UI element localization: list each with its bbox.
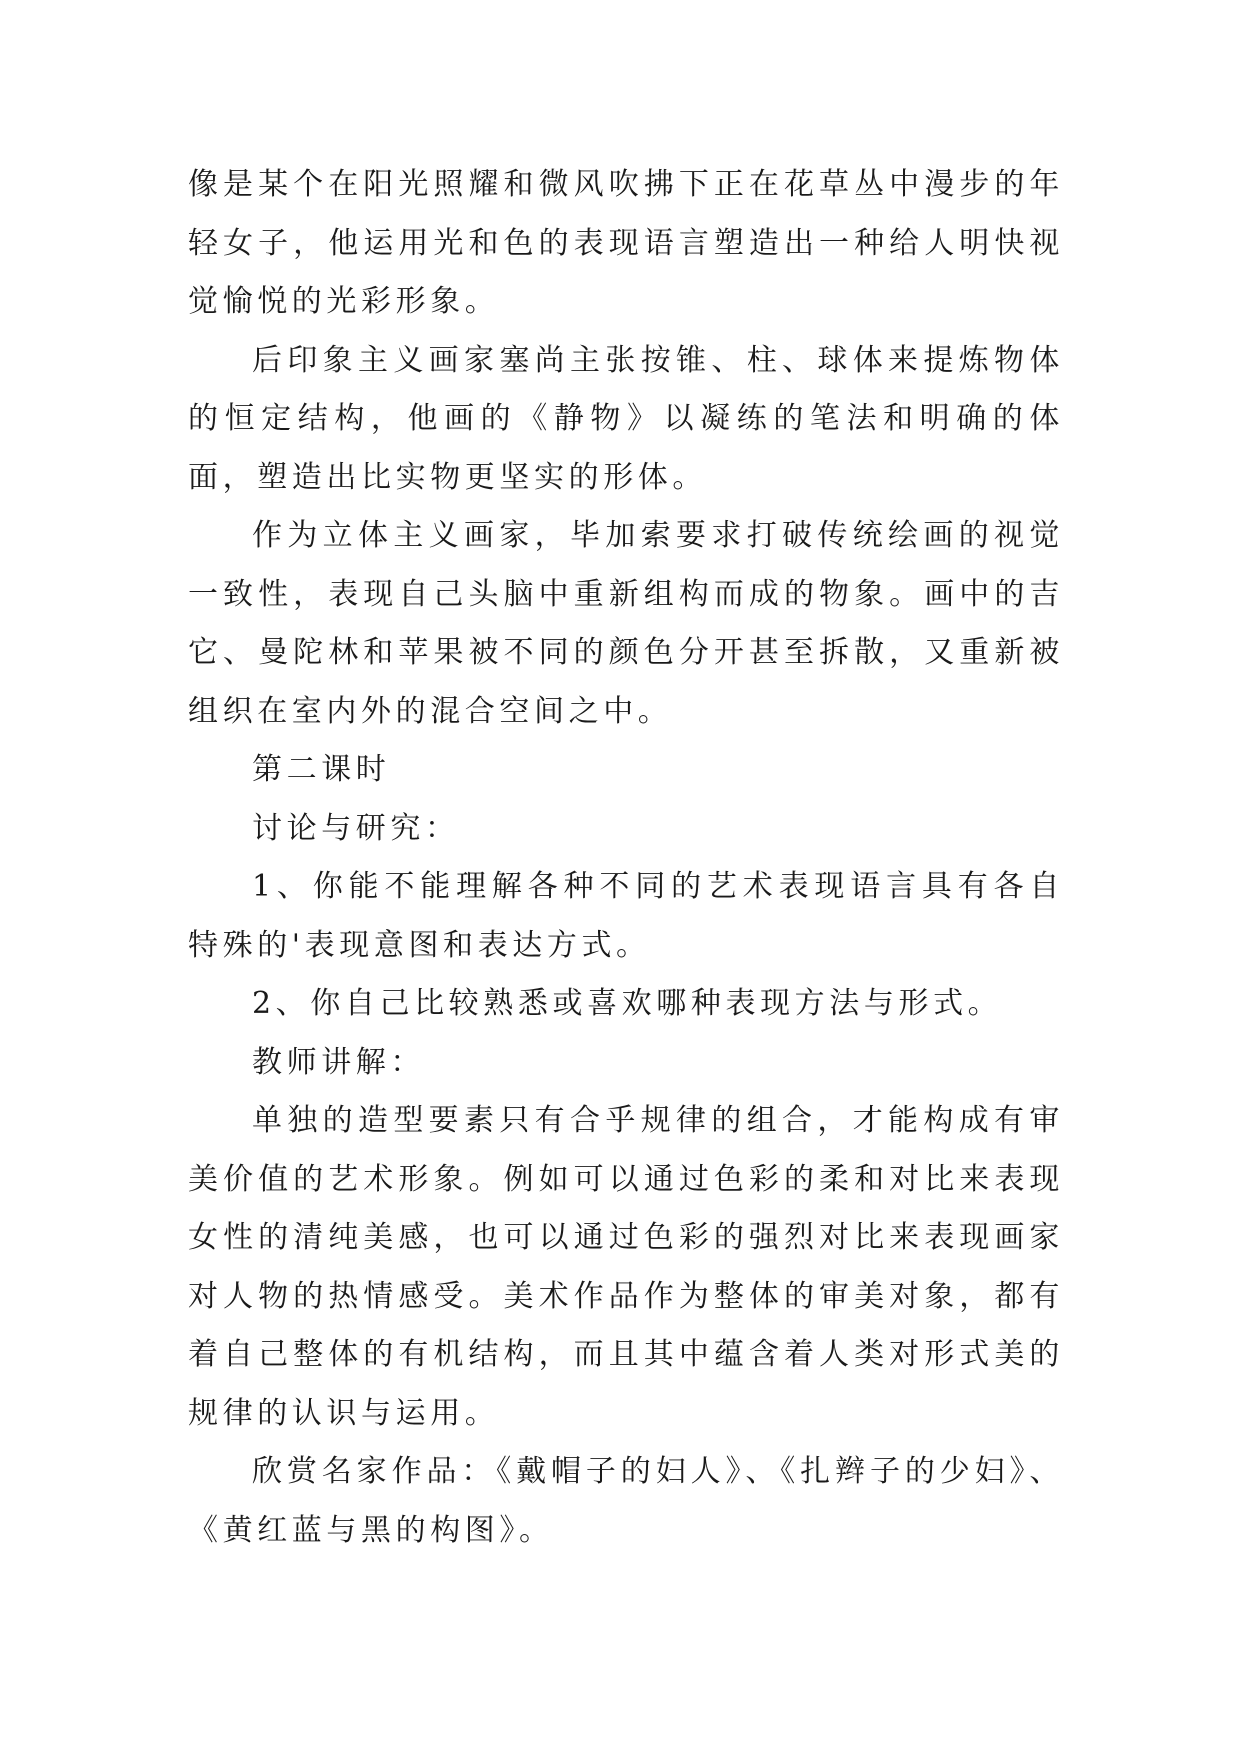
- section-heading-discussion: 讨论与研究：: [252, 810, 460, 846]
- paragraph-intro-continuation: 像是某个在阳光照耀和微风吹拂下正在花草丛中漫步的年轻女子，他运用光和色的表现语言塑造出一种给人明快视觉愉悦的光彩形象。: [188, 167, 1064, 319]
- document-body: [188, 156, 1064, 1560]
- paragraph-picasso: 作为立体主义画家，毕加索要求打破传统绘画的视觉一致性，表现自己头脑中重新组构而成的物象。画中的吉它、曼陀林和苹果被不同的颜色分开甚至拆散，又重新被组织在室内外的混合空间之中。: [188, 518, 1064, 729]
- discussion-question-2: 2、你自己比较熟悉或喜欢哪种表现方法与形式。: [252, 986, 1003, 1021]
- section-heading-second-lesson: 第二课时: [252, 752, 391, 787]
- paragraph-cezanne: 后印象主义画家塞尚主张按锥、柱、球体来提炼物体的恒定结构，他画的《静物》以凝练的笔法和明确的体面，塑造出比实物更坚实的形体。: [188, 342, 1064, 495]
- discussion-question-1: 1、你能不能理解各种不同的艺术表现语言具有各自特殊的'表现意图和表达方式。: [188, 869, 1064, 963]
- section-heading-teacher-explanation: 教师讲解：: [252, 1044, 425, 1080]
- paragraph-teacher-explanation: 单独的造型要素只有合乎规律的组合，才能构成有审美价值的艺术形象。例如可以通过色彩的柔和对比来表现女性的清纯美感，也可以通过色彩的强烈对比来表现画家对人物的热情感受。美术作品作为整体的审美对象，都有着自己整体的有机结构，而且其中蕴含着人类对形式美的规律的认识与运用。: [188, 1103, 1064, 1431]
- paragraph-appreciation-works: 欣赏名家作品：《戴帽子的妇人》、《扎辫子的少妇》、《黄红蓝与黑的构图》。: [188, 1454, 1064, 1548]
